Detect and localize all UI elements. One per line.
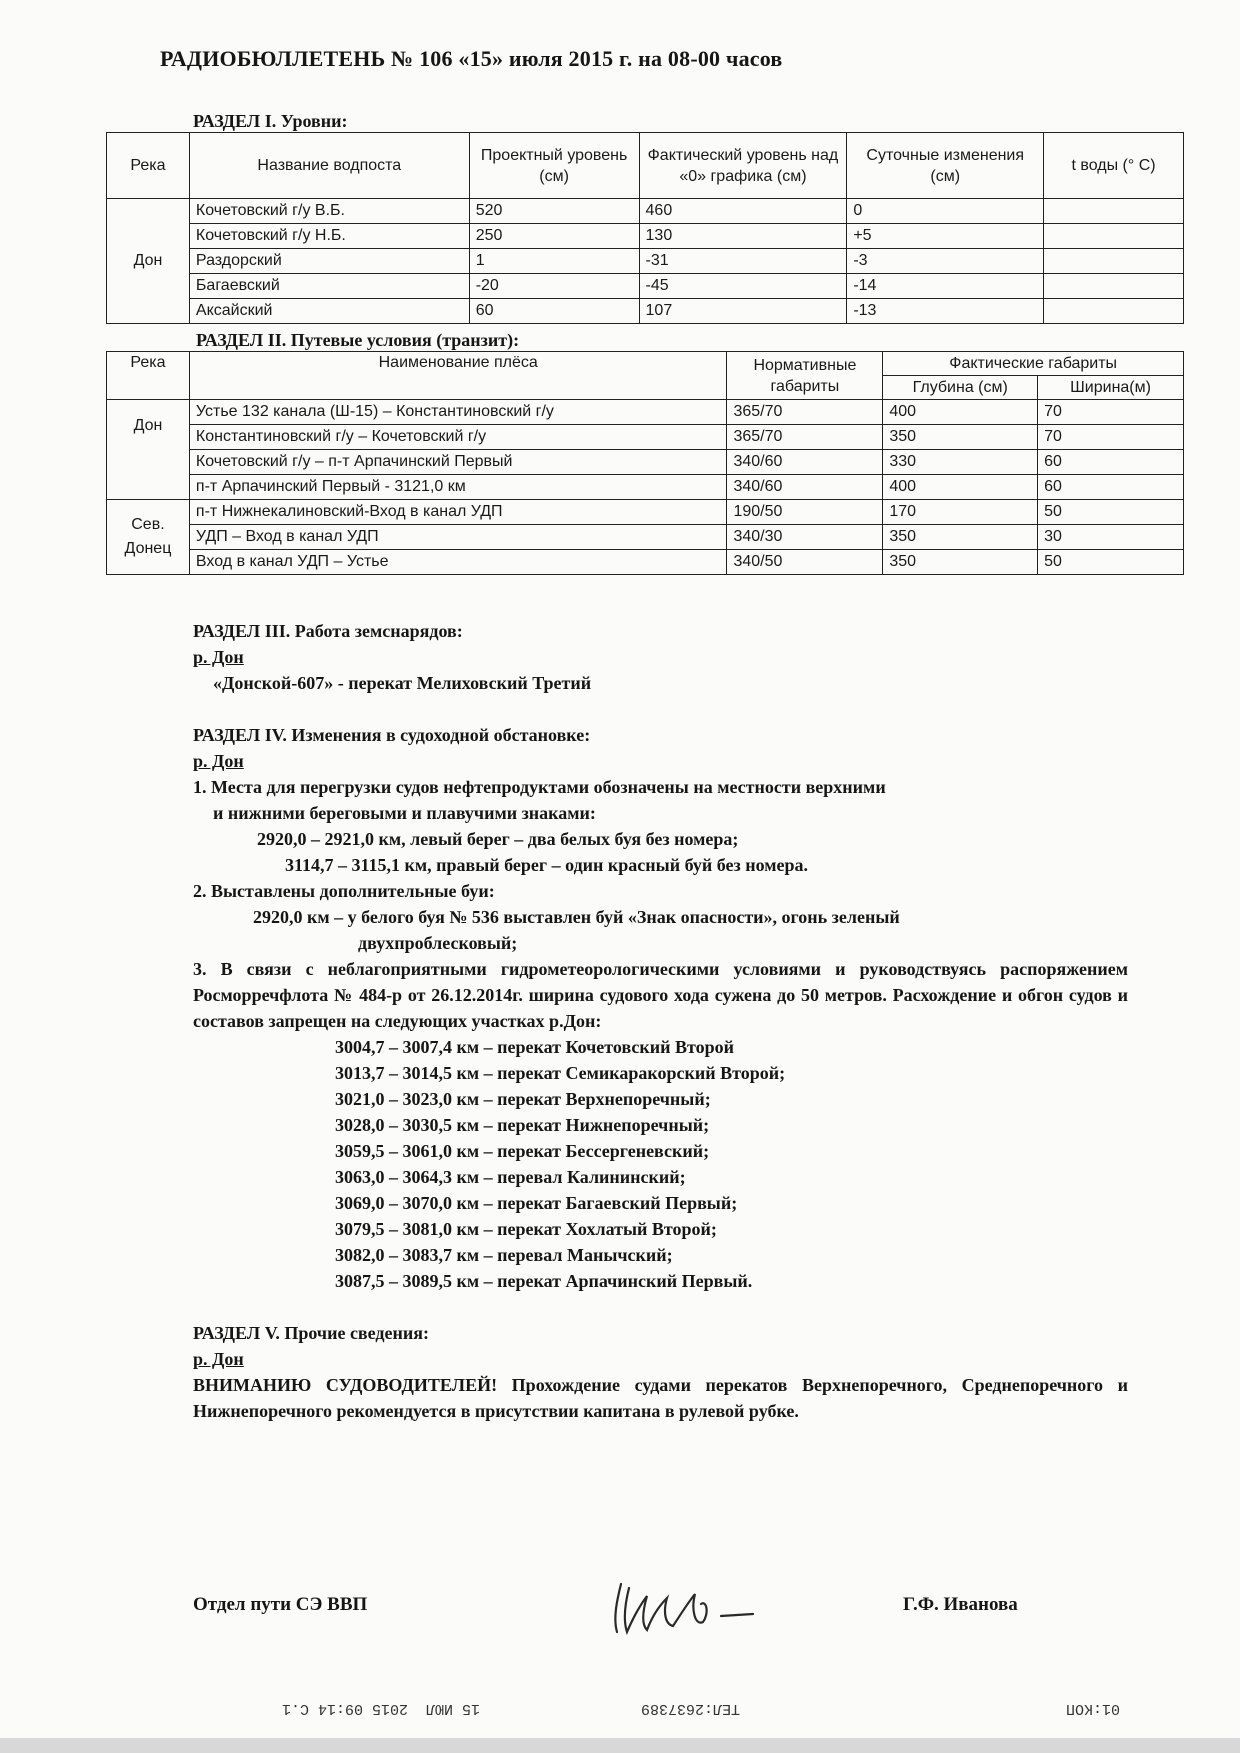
section5-notice: ВНИМАНИЮ СУДОВОДИТЕЛЕЙ! Прохождение судами перекатов Верхнепоречного, Среднепоречного и Нижнепоречного рекомендуется в присутствии капитана в рулевой рубке. <box>193 1375 1128 1421</box>
stretch-cell: п-т Арпачинский Первый - 3121,0 км <box>189 475 727 500</box>
stretch-cell: Устье 132 канала (Ш-15) – Константиновский г/у <box>189 400 727 425</box>
col-daily-change: Суточные изменения (см) <box>847 133 1044 199</box>
section4-item2: 2. Выставлены дополнительные буи: <box>193 881 495 901</box>
temp-cell <box>1044 249 1184 274</box>
design-cell: 250 <box>469 224 639 249</box>
levels-table <box>106 132 1184 324</box>
table-row <box>107 550 1184 575</box>
section4-item1: 1. Места для перегрузки судов нефтепродуктами обозначены на местности верхними <box>193 777 886 797</box>
depth-cell: 350 <box>883 550 1038 575</box>
transit-table <box>106 351 1184 575</box>
section3-river: р. Дон <box>193 647 244 667</box>
bulletin-title: РАДИОБЮЛЛЕТЕНЬ № 106 «15» июля 2015 г. на 08-00 часов <box>160 46 783 71</box>
list-item: 3013,7 – 3014,5 км – перекат Семикаракорский Второй; <box>335 1063 786 1083</box>
width-cell: 60 <box>1038 475 1184 500</box>
table-row <box>107 425 1184 450</box>
temp-cell <box>1044 199 1184 224</box>
section4-item1-b: 3114,7 – 3115,1 км, правый берег – один красный буй без номера. <box>285 855 809 875</box>
list-item: 3028,0 – 3030,5 км – перекат Нижнепоречный; <box>335 1115 710 1135</box>
signatory-name: Г.Ф. Иванова <box>903 1594 1018 1615</box>
section3-heading: РАЗДЕЛ III. Работа земснарядов: <box>193 621 463 641</box>
design-cell: 1 <box>469 249 639 274</box>
stretch-cell: Константиновский г/у – Кочетовский г/у <box>189 425 727 450</box>
temp-cell <box>1044 224 1184 249</box>
fax-left: 01:КОП <box>1065 1700 1120 1717</box>
width-cell: 70 <box>1038 400 1184 425</box>
normative-cell: 340/50 <box>727 550 883 575</box>
post-cell: Багаевский <box>189 274 469 299</box>
actual-cell: -31 <box>639 249 847 274</box>
post-cell: Раздорский <box>189 249 469 274</box>
stretch-cell: Кочетовский г/у – п-т Арпачинский Первый <box>189 450 727 475</box>
normative-cell: 365/70 <box>727 425 883 450</box>
normative-cell: 340/60 <box>727 450 883 475</box>
col-width: Ширина(м) <box>1038 376 1184 400</box>
depth-cell: 400 <box>883 475 1038 500</box>
signature-icon <box>603 1574 783 1644</box>
col-normative: Нормативные габариты <box>727 352 883 400</box>
depth-cell: 350 <box>883 525 1038 550</box>
actual-cell: 107 <box>639 299 847 324</box>
section4-item3: 3. В связи с неблагоприятными гидрометеорологическими условиями и руководствуясь распоряжением Росморречфлота № 484-р от 26.12.2014г. ширина судового хода сужена до 50 метров. Расхождение и обгон судов и составов запрещен на следующих участках р.Дон: <box>193 959 1128 1031</box>
change-cell: +5 <box>847 224 1044 249</box>
post-cell: Аксайский <box>189 299 469 324</box>
normative-cell: 340/30 <box>727 525 883 550</box>
stretch-cell: Вход в канал УДП – Устье <box>189 550 727 575</box>
table-row <box>107 400 1184 425</box>
stretch-cell: УДП – Вход в канал УДП <box>189 525 727 550</box>
change-cell: -13 <box>847 299 1044 324</box>
normative-cell: 340/60 <box>727 475 883 500</box>
fax-date: 15 ИЮЛ 2015 09:14 С.1 <box>281 1700 480 1717</box>
stretch-cell: п-т Нижнекалиновский-Вход в канал УДП <box>189 500 727 525</box>
temp-cell <box>1044 299 1184 324</box>
depth-cell: 400 <box>883 400 1038 425</box>
col-post: Название водпоста <box>189 133 469 199</box>
width-cell: 50 <box>1038 500 1184 525</box>
section5-heading: РАЗДЕЛ V. Прочие сведения: <box>193 1323 429 1343</box>
sections-body <box>193 618 1128 1424</box>
col-stretch: Наименование плёса <box>189 352 727 400</box>
actual-cell: 460 <box>639 199 847 224</box>
list-item: 3059,5 – 3061,0 км – перекат Бессергеневский; <box>335 1141 710 1161</box>
temp-cell <box>1044 274 1184 299</box>
table-row <box>107 450 1184 475</box>
table-row <box>107 475 1184 500</box>
list-item: 3069,0 – 3070,0 км – перекат Багаевский Первый; <box>335 1193 738 1213</box>
section4-item1-cont: и нижними береговыми и плавучими знаками: <box>213 803 596 823</box>
footer <box>193 1580 1073 1640</box>
section2-heading: РАЗДЕЛ II. Путевые условия (транзит): <box>196 330 520 350</box>
fax-header <box>260 1695 1120 1717</box>
list-item: 3087,5 – 3089,5 км – перекат Арпачинский Первый. <box>335 1271 753 1291</box>
col-river: Река <box>107 352 190 400</box>
section1-heading: РАЗДЕЛ I. Уровни: <box>193 111 348 131</box>
width-cell: 50 <box>1038 550 1184 575</box>
river-cell: Дон <box>107 400 190 500</box>
change-cell: -14 <box>847 274 1044 299</box>
table-row <box>107 274 1184 299</box>
width-cell: 60 <box>1038 450 1184 475</box>
table-row <box>107 525 1184 550</box>
river-cell: Дон <box>107 199 190 324</box>
design-cell: 520 <box>469 199 639 224</box>
section4-river: р. Дон <box>193 751 244 771</box>
depth-cell: 170 <box>883 500 1038 525</box>
restricted-stretches <box>193 1034 1128 1294</box>
list-item: 3082,0 – 3083,7 км – перевал Манычский; <box>335 1245 673 1265</box>
section4-item1-a: 2920,0 – 2921,0 км, левый берег – два белых буя без номера; <box>257 829 739 849</box>
design-cell: 60 <box>469 299 639 324</box>
list-item: 3063,0 – 3064,3 км – перевал Калининский; <box>335 1167 686 1187</box>
col-depth: Глубина (см) <box>883 376 1038 400</box>
normative-cell: 365/70 <box>727 400 883 425</box>
section4-heading: РАЗДЕЛ IV. Изменения в судоходной обстановке: <box>193 725 591 745</box>
actual-cell: -45 <box>639 274 847 299</box>
post-cell: Кочетовский г/у В.Б. <box>189 199 469 224</box>
table-row <box>107 299 1184 324</box>
width-cell: 70 <box>1038 425 1184 450</box>
width-cell: 30 <box>1038 525 1184 550</box>
col-actual-dimensions: Фактические габариты <box>883 352 1184 376</box>
change-cell: 0 <box>847 199 1044 224</box>
levels-header-row <box>107 133 1184 199</box>
dredger-line: «Донской-607» - перекат Мелиховский Третий <box>213 673 592 693</box>
col-river: Река <box>107 133 190 199</box>
normative-cell: 190/50 <box>727 500 883 525</box>
department-name: Отдел пути СЭ ВВП <box>193 1594 368 1615</box>
section4-item2-b: двухпроблесковый; <box>358 933 518 953</box>
list-item: 3021,0 – 3023,0 км – перекат Верхнепоречный; <box>335 1089 711 1109</box>
actual-cell: 130 <box>639 224 847 249</box>
design-cell: -20 <box>469 274 639 299</box>
transit-header-row <box>107 352 1184 376</box>
post-cell: Кочетовский г/у Н.Б. <box>189 224 469 249</box>
depth-cell: 350 <box>883 425 1038 450</box>
list-item: 3004,7 – 3007,4 км – перекат Кочетовский Второй <box>335 1037 734 1057</box>
table-row <box>107 224 1184 249</box>
table-row <box>107 199 1184 224</box>
change-cell: -3 <box>847 249 1044 274</box>
table-row <box>107 249 1184 274</box>
fax-number: ТЕЛ:2637389 <box>640 1700 740 1717</box>
section4-item2-a: 2920,0 км – у белого буя № 536 выставлен буй «Знак опасности», огонь зеленый <box>253 907 900 927</box>
list-item: 3079,5 – 3081,0 км – перекат Хохлатый Второй; <box>335 1219 717 1239</box>
col-water-temp: t воды (° С) <box>1044 133 1184 199</box>
river-cell: Сев. Донец <box>107 500 190 575</box>
section5-river: р. Дон <box>193 1349 244 1369</box>
table-row <box>107 500 1184 525</box>
depth-cell: 330 <box>883 450 1038 475</box>
col-actual-level: Фактический уровень над «0» графика (см) <box>639 133 847 199</box>
col-design-level: Проектный уровень (см) <box>469 133 639 199</box>
scan-edge <box>0 1738 1240 1753</box>
